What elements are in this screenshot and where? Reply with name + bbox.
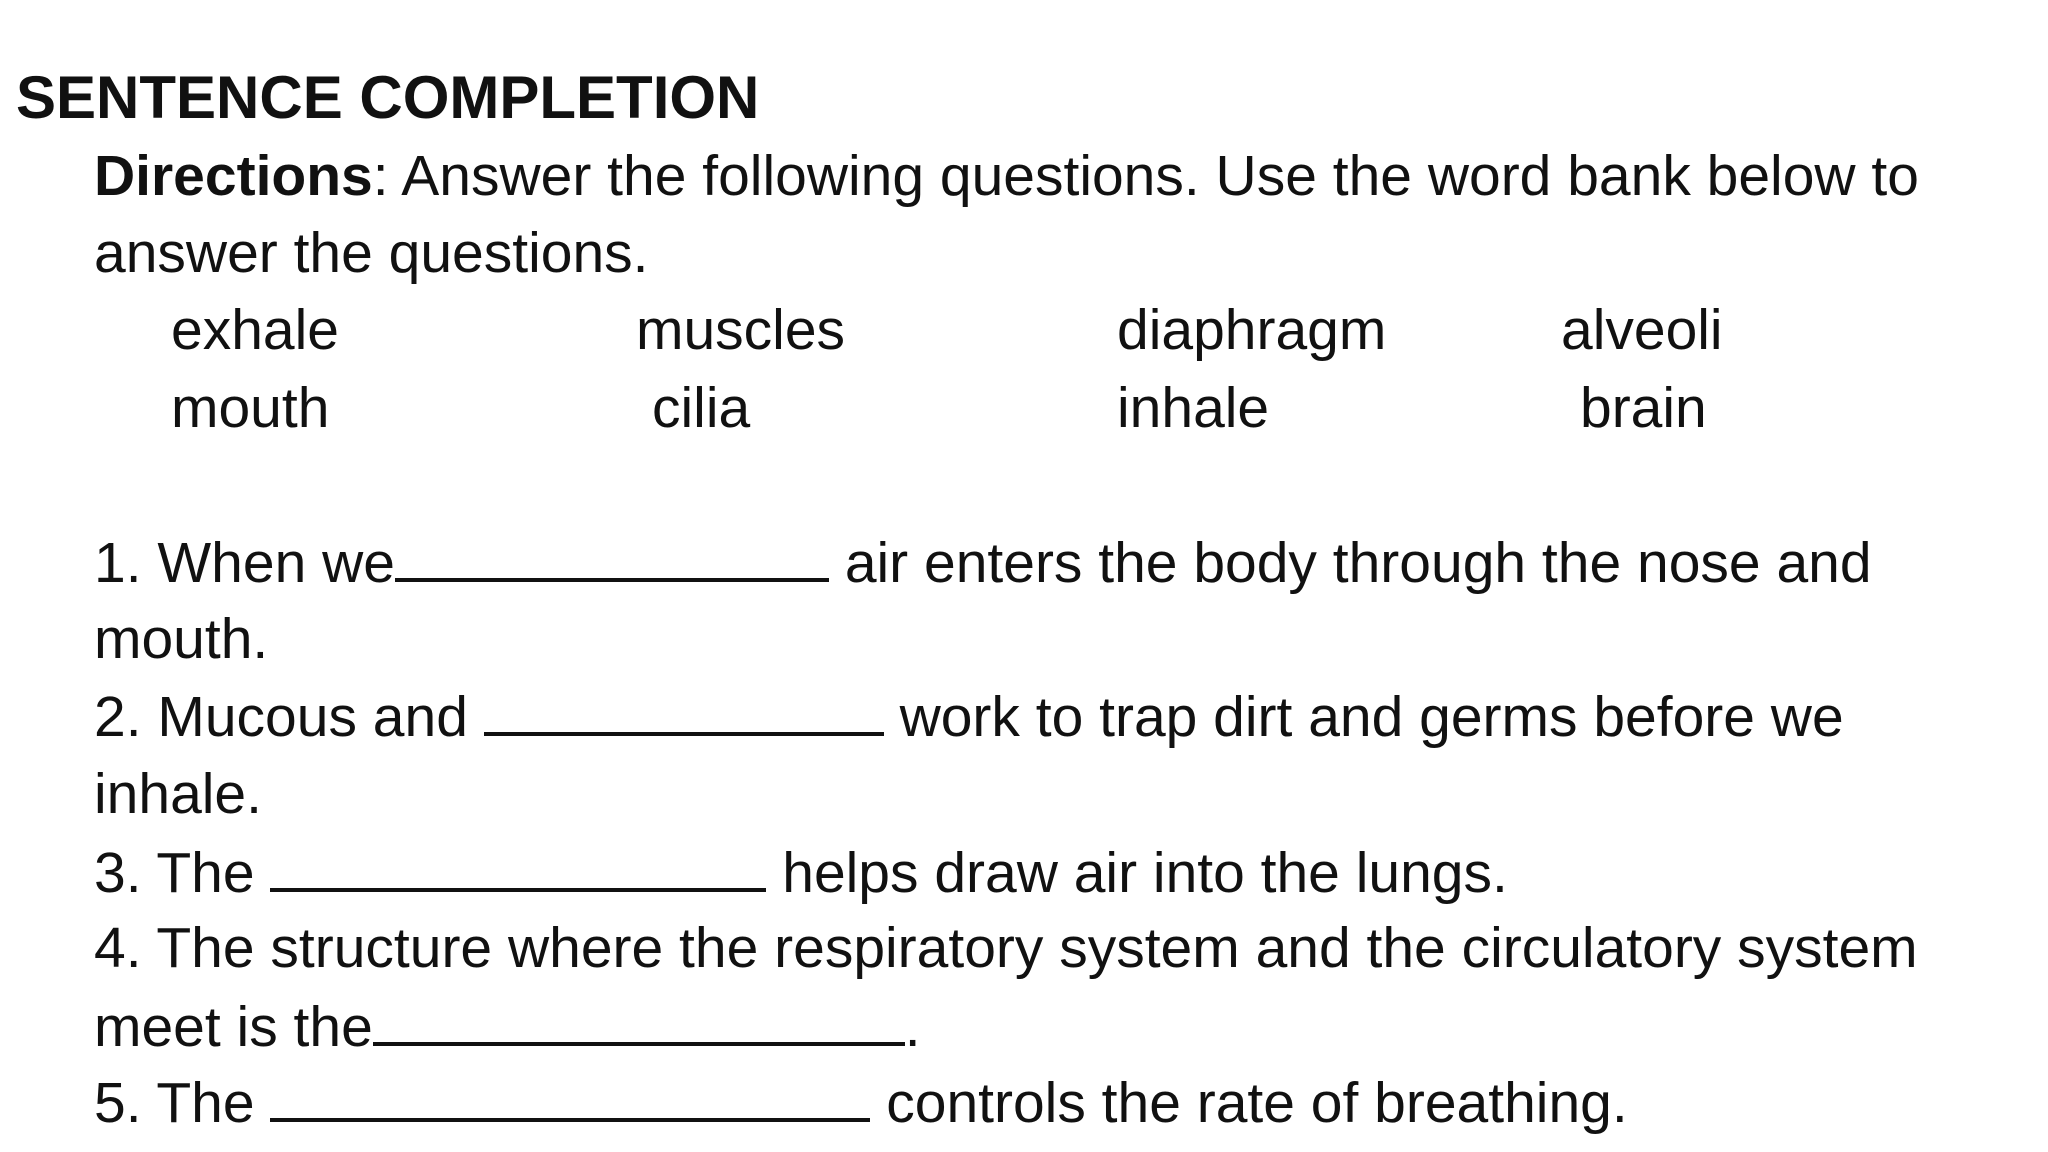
question-4-continuation	[94, 996, 921, 1057]
word-bank-item: brain	[1580, 376, 1707, 440]
worksheet-title: SENTENCE COMPLETION	[16, 64, 760, 131]
answer-blank-5[interactable]	[270, 1072, 870, 1122]
directions-label: Directions	[94, 144, 373, 208]
answer-blank-3[interactable]	[270, 842, 766, 892]
question-2	[94, 686, 1844, 747]
question-3-text-after: helps draw air into the lungs.	[766, 841, 1508, 905]
word-bank-item: inhale	[1117, 376, 1270, 440]
question-5-text: 5. The	[94, 1071, 271, 1135]
directions-line-1	[94, 146, 1919, 206]
question-2-text-after: work to trap dirt and germs before we	[883, 685, 1844, 749]
question-4-text-after: .	[904, 995, 921, 1059]
word-bank-item: muscles	[636, 298, 846, 362]
word-bank-item: mouth	[171, 376, 330, 440]
question-4-text: meet is the	[94, 995, 373, 1059]
question-5-text-after: controls the rate of breathing.	[870, 1071, 1628, 1135]
question-2-continuation: inhale.	[94, 762, 262, 826]
directions-text: : Answer the following questions. Use the word bank below to	[372, 144, 1919, 208]
question-1-text: 1. When we	[94, 531, 395, 595]
answer-blank-1[interactable]	[395, 532, 829, 582]
question-2-text: 2. Mucous and	[94, 685, 484, 749]
answer-blank-2[interactable]	[484, 686, 884, 736]
word-bank-item: diaphragm	[1117, 298, 1387, 362]
word-bank-item: exhale	[171, 298, 339, 362]
question-5	[94, 1072, 1628, 1133]
question-1-continuation: mouth.	[94, 607, 269, 671]
question-1	[94, 532, 1872, 593]
question-1-text-after: air enters the body through the nose and	[828, 531, 1872, 595]
directions-line-2: answer the questions.	[94, 221, 649, 285]
question-4: 4. The structure where the respiratory system and the circulatory system	[94, 916, 1918, 980]
question-3	[94, 842, 1508, 903]
word-bank-item: cilia	[652, 376, 751, 440]
question-3-text: 3. The	[94, 841, 271, 905]
word-bank-item: alveoli	[1561, 298, 1723, 362]
answer-blank-4[interactable]	[373, 996, 905, 1046]
